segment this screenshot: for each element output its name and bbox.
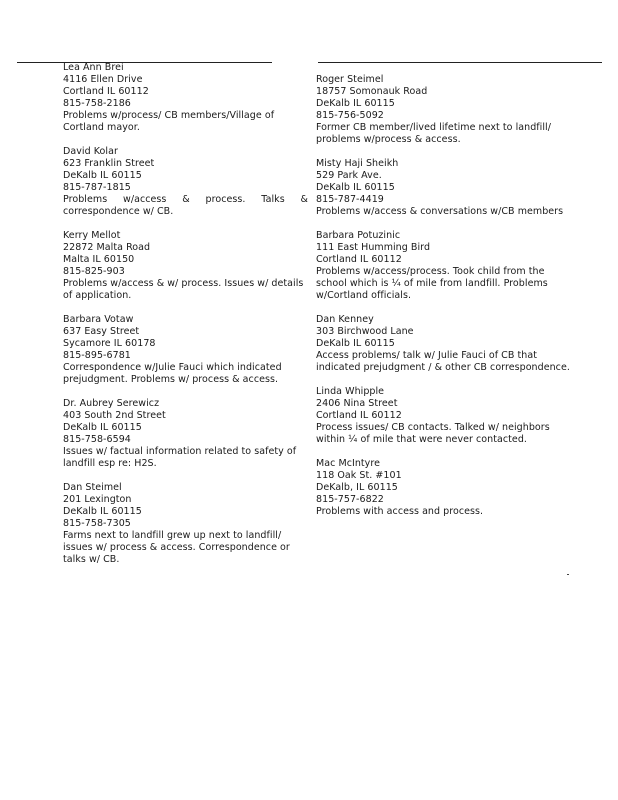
contact-city: DeKalb IL 60115 [316,98,395,109]
contact-name: Lea Ann Brei [63,62,124,73]
contact-street: 403 South 2nd Street [63,410,166,421]
contact-notes: Problems w/access & conversations w/CB members [316,206,564,217]
contact-entry [63,146,308,218]
contact-name: Roger Steimel [316,74,384,85]
contact-phone: 815-758-7305 [63,518,131,529]
contact-city: DeKalb IL 60115 [63,506,142,517]
contact-city: Cortland IL 60112 [63,86,149,97]
contact-notes: Correspondence w/Julie Fauci which indicated prejudgment. Problems w/ process & access. [63,362,282,385]
contact-street: 22872 Malta Road [63,242,151,253]
contact-street: 623 Franklin Street [63,158,155,169]
contact-city: DeKalb IL 60115 [63,422,142,433]
contact-phone: 815-825-903 [63,266,125,277]
contact-street: 637 Easy Street [63,326,140,337]
contact-phone: 815-787-4419 [316,194,384,205]
contact-street: 201 Lexington [63,494,132,505]
contact-notes: Farms next to landfill grew up next to landfill/ issues w/ process & access. Correspondence or talks w/ CB. [63,530,290,565]
contact-name: Linda Whipple [316,386,385,397]
contact-city: Cortland IL 60112 [316,410,402,421]
contact-city: DeKalb, IL 60115 [316,482,398,493]
contact-entry [316,74,578,146]
contact-street: 4116 Ellen Drive [63,74,143,85]
contact-name: Dan Kenney [316,314,374,325]
contact-notes: Issues w/ factual information related to safety of landfill esp re: H2S. [63,446,297,469]
contact-phone: 815-895-6781 [63,350,131,361]
contact-street: 18757 Somonauk Road [316,86,428,97]
contact-city: Malta IL 60150 [63,254,135,265]
contact-name: Mac McIntyre [316,458,380,469]
contact-name: Dan Steimel [63,482,122,493]
right-column [316,74,578,530]
contact-notes: Problems w/process/ CB members/Village of Cortland mayor. [63,110,275,133]
contact-city: DeKalb IL 60115 [316,182,395,193]
contact-notes: Process issues/ CB contacts. Talked w/ neighbors within ¼ of mile that were never contacted. [316,422,550,445]
contact-entry [316,386,578,446]
contact-entry [63,230,308,302]
contact-street: 111 East Humming Bird [316,242,431,253]
contact-entry [63,314,308,386]
contact-notes: Problems w/access & w/ process. Issues w/ details of application. [63,278,304,301]
contact-name: Dr. Aubrey Serewicz [63,398,160,409]
contact-phone: 815-758-2186 [63,98,131,109]
contact-phone: 815-758-6594 [63,434,131,445]
contact-notes: Former CB member/lived lifetime next to landfill/ problems w/process & access. [316,122,551,145]
contact-entry [316,458,578,518]
contact-entry [63,398,308,470]
contact-entry [63,62,308,134]
contact-street: 303 Birchwood Lane [316,326,414,337]
contact-city: Sycamore IL 60178 [63,338,156,349]
contact-name: Kerry Mellot [63,230,121,241]
contact-entry [316,230,578,302]
contact-entry [316,158,578,218]
contact-phone: 815-787-1815 [63,182,131,193]
contact-notes: Problems w/access & process. Talks & correspondence w/ CB. [63,194,308,217]
contact-street: 2406 Nina Street [316,398,398,409]
contact-name: Misty Haji Sheikh [316,158,399,169]
contact-name: David Kolar [63,146,118,157]
contact-city: Cortland IL 60112 [316,254,402,265]
left-column [63,62,308,578]
contact-entry [63,482,308,566]
contact-phone: 815-756-5092 [316,110,384,121]
contact-name: Barbara Votaw [63,314,134,325]
scan-speck [567,574,569,575]
contact-street: 118 Oak St. #101 [316,470,402,481]
contact-street: 529 Park Ave. [316,170,382,181]
contact-notes: Access problems/ talk w/ Julie Fauci of CB that indicated prejudgment / & other CB correspondence. [316,350,570,373]
contact-name: Barbara Potuzinic [316,230,401,241]
contact-notes: Problems with access and process. [316,506,484,517]
top-rule-right [318,62,602,63]
contact-notes: Problems w/access/process. Took child from the school which is ¼ of mile from landfill. Problems w/Cortland officials. [316,266,548,301]
contact-city: DeKalb IL 60115 [316,338,395,349]
contact-phone: 815-757-6822 [316,494,384,505]
contact-entry [316,314,578,374]
contact-city: DeKalb IL 60115 [63,170,142,181]
